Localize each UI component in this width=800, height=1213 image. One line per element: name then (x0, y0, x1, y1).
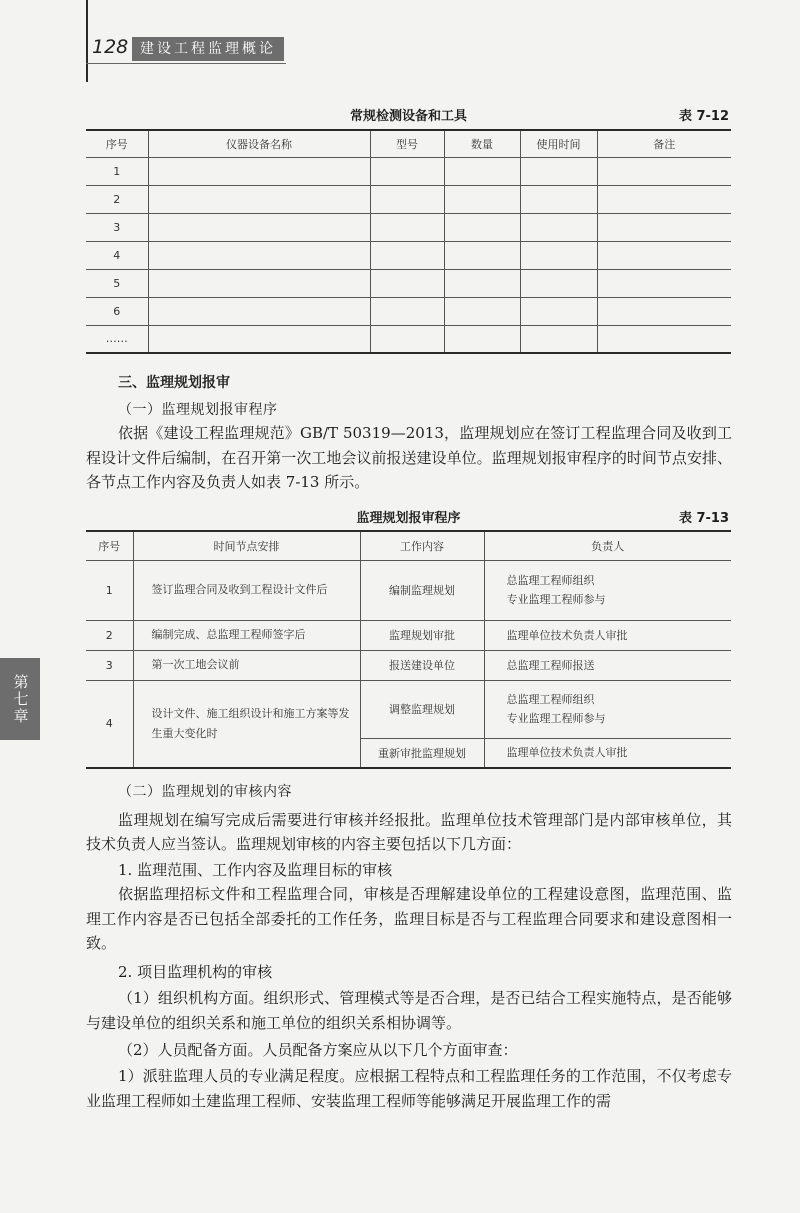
column-header: 使用时间 (520, 130, 597, 157)
margin-rule (86, 0, 88, 82)
row-number: 2 (86, 620, 133, 650)
column-header: 负责人 (484, 531, 731, 560)
header-rule (86, 63, 286, 64)
paragraph: 1）派驻监理人员的专业满足程度。应根据工程特点和工程监理任务的工作范围，不仅考虑专业监理工程师如土建监理工程师、安装监理工程师等能够满足开展监理工作的需 (86, 1067, 732, 1110)
table-row (86, 241, 731, 269)
paragraph: 依据《建设工程监理规范》GB/T 50319—2013，监理规划应在签订工程监理合同及收到工程设计文件后编制，在召开第一次工地会议前报送建设单位。监理规划报审程序的时间节点安排、各节点工作内容及负责人如表 7-13 所示。 (86, 424, 732, 491)
table-row (86, 650, 731, 680)
row-number: 3 (86, 213, 148, 241)
row-number: …… (86, 325, 148, 353)
paragraph: （1）组织机构方面。组织形式、管理模式等是否合理，是否已结合工程实施特点，是否能够与建设单位的组织关系和施工单位的组织关系相协调等。 (86, 989, 732, 1032)
table-row (86, 325, 731, 353)
column-header: 工作内容 (360, 531, 484, 560)
responsible-line: 专业监理工程师参与 (506, 593, 606, 606)
table-row (86, 680, 731, 738)
column-header: 时间节点安排 (133, 531, 360, 560)
work-content: 编制监理规划 (360, 560, 484, 620)
table-row (86, 620, 731, 650)
book-title: 建设工程监理概论 (132, 37, 284, 61)
table-row (86, 560, 731, 620)
sub-heading: （一）监理规划报审程序 (118, 402, 278, 418)
review-procedure-table (86, 530, 731, 769)
responsible: 监理单位技术负责人审批 (484, 620, 731, 650)
responsible (484, 560, 731, 620)
work-content: 监理规划审批 (360, 620, 484, 650)
column-header: 数量 (444, 130, 520, 157)
table-7-12-title: 常规检测设备和工具 (349, 109, 467, 124)
numbered-heading: 1. 监理范围、工作内容及监理目标的审核 (118, 861, 393, 879)
table-7-13-number: 表 7-13 (678, 511, 729, 526)
page-number: 128 (92, 36, 129, 58)
paragraph: 监理规划在编写完成后需要进行审核并经报批。监理单位技术管理部门是内部审核单位，其技术负责人应当签认。监理规划审核的内容主要包括以下几方面： (86, 811, 732, 853)
row-number: 5 (86, 269, 148, 297)
row-number: 4 (86, 241, 148, 269)
time-node: 第一次工地会议前 (133, 650, 360, 680)
table-row (86, 269, 731, 297)
responsible-line: 总监理工程师组织 (506, 574, 595, 587)
responsible: 总监理工程师报送 (484, 650, 731, 680)
row-number: 1 (86, 157, 148, 185)
table-row (86, 213, 731, 241)
sub-heading: （二）监理规划的审核内容 (118, 784, 292, 800)
work-content: 调整监理规划 (360, 680, 484, 738)
responsible: 监理单位技术负责人审批 (484, 738, 731, 768)
table-7-13-title: 监理规划报审程序 (356, 511, 461, 526)
table-row (86, 157, 731, 185)
numbered-heading: 2. 项目监理机构的审核 (118, 963, 273, 981)
row-number: 1 (86, 560, 133, 620)
section-heading: 三、监理规划报审 (118, 375, 230, 391)
responsible-line: 专业监理工程师参与 (506, 712, 606, 725)
table-row (86, 297, 731, 325)
chapter-tab-label: 第七章 (11, 673, 30, 725)
table-row (86, 185, 731, 213)
paragraph: 依据监理招标文件和工程监理合同，审核是否理解建设单位的工程建设意图，监理范围、监理工作内容是否已包括全部委托的工作任务，监理目标是否与工程监理合同要求和建设意图相一致。 (86, 885, 732, 952)
time-node: 设计文件、施工组织设计和施工方案等发生重大变化时 (133, 680, 360, 768)
responsible-line: 总监理工程师组织 (506, 693, 595, 706)
paragraph: （2）人员配备方面。人员配备方案应从以下几个方面审查： (118, 1041, 518, 1059)
time-node: 签订监理合同及收到工程设计文件后 (133, 560, 360, 620)
work-content: 报送建设单位 (360, 650, 484, 680)
row-number: 3 (86, 650, 133, 680)
row-number: 2 (86, 185, 148, 213)
column-header: 序号 (86, 130, 148, 157)
equipment-table (86, 129, 731, 354)
column-header: 序号 (86, 531, 133, 560)
table-header-row (86, 130, 731, 157)
chapter-tab (0, 658, 40, 740)
time-node: 编制完成、总监理工程师签字后 (133, 620, 360, 650)
row-number: 4 (86, 680, 133, 768)
table-header-row (86, 531, 731, 560)
column-header: 备注 (597, 130, 731, 157)
column-header: 仪器设备名称 (148, 130, 370, 157)
column-header: 型号 (370, 130, 444, 157)
work-content: 重新审批监理规划 (360, 738, 484, 768)
responsible (484, 680, 731, 738)
row-number: 6 (86, 297, 148, 325)
table-7-12-number: 表 7-12 (678, 109, 729, 124)
table-7-13-caption (86, 507, 731, 529)
table-7-12-caption (86, 105, 731, 127)
